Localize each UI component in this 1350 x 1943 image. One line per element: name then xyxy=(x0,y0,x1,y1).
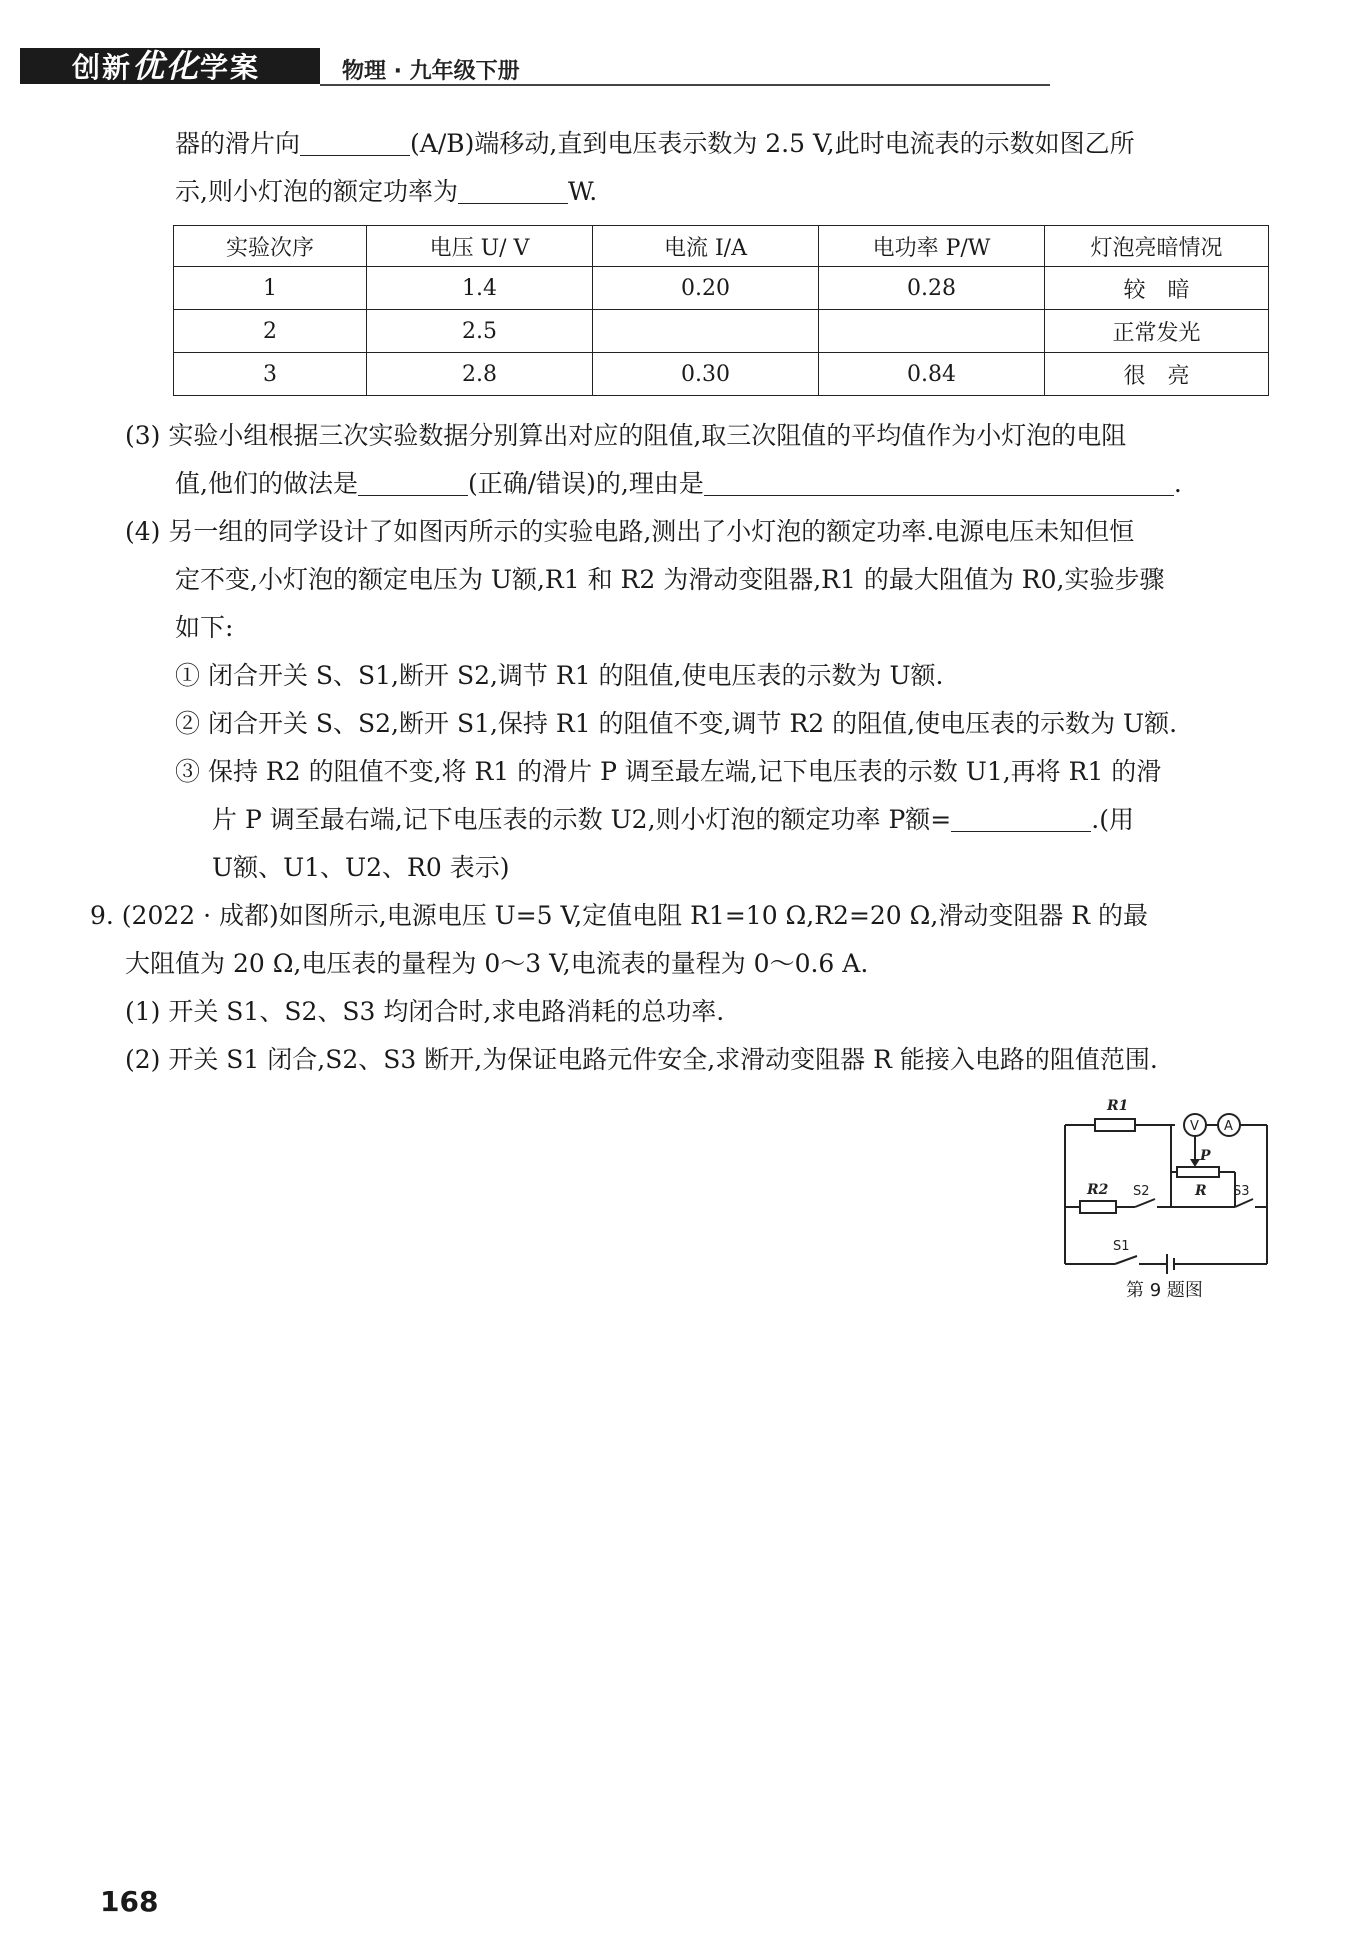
table-header-cell: 电压 U/ V xyxy=(367,226,593,267)
table-cell: 0.28 xyxy=(819,267,1045,310)
q8-text-1b: (A/B)端移动,直到电压表示数为 2.5 V,此时电流表的示数如图乙所 xyxy=(410,129,1135,158)
table-cell: 3 xyxy=(174,353,367,396)
circuit-diagram xyxy=(1055,1090,1277,1275)
table-row xyxy=(174,267,1269,310)
subject-title: 物理 · 九年级下册 xyxy=(342,59,520,84)
q9-part-1: (1) 开关 S1、S2、S3 均闭合时,求电路消耗的总功率. xyxy=(125,997,725,1026)
header-rule xyxy=(320,84,1050,86)
table-cell: 正常发光 xyxy=(1045,310,1269,353)
label-v: V xyxy=(1190,1119,1199,1134)
part3-line-1: (3) 实验小组根据三次实验数据分别算出对应的阻值,取三次阻值的平均值作为小灯泡的电阻 xyxy=(125,421,1127,450)
label-s1: S1 xyxy=(1113,1239,1130,1254)
part3-text-2b: (正确/错误)的,理由是 xyxy=(467,469,704,498)
table-header-cell: 电流 I/A xyxy=(593,226,819,267)
part4-line-1: (4) 另一组的同学设计了如图丙所示的实验电路,测出了小灯泡的额定功率.电源电压未知但恒 xyxy=(125,517,1135,546)
switch-s3 xyxy=(1235,1199,1253,1207)
table-header-cell: 电功率 P/W xyxy=(819,226,1045,267)
answer-blank xyxy=(951,805,1091,832)
table-cell: 2.5 xyxy=(367,310,593,353)
resistor-r2 xyxy=(1080,1201,1116,1213)
label-r: R xyxy=(1195,1183,1207,1199)
q8-text-2b: W. xyxy=(567,177,598,206)
label-s2: S2 xyxy=(1133,1184,1150,1199)
answer-blank xyxy=(704,469,1174,496)
table-cell: 较 暗 xyxy=(1045,267,1269,310)
page-number: 168 xyxy=(100,1885,159,1918)
table-cell: 0.20 xyxy=(593,267,819,310)
brand-logo xyxy=(20,48,320,84)
brand-part-a: 创新 xyxy=(72,51,133,84)
figure-caption: 第 9 题图 xyxy=(1126,1280,1203,1301)
answer-blank xyxy=(300,129,410,156)
table-header-row xyxy=(174,226,1269,267)
q8-text-2a: 示,则小灯泡的额定功率为 xyxy=(175,177,458,206)
part4-step-3b xyxy=(212,802,1134,838)
label-a: A xyxy=(1224,1119,1233,1134)
part4-step-1: ① 闭合开关 S、S1,断开 S2,调节 R1 的阻值,使电压表的示数为 U额. xyxy=(175,661,944,690)
part4-text-3b: 片 P 调至最右端,记下电压表的示数 U2,则小灯泡的额定功率 P额= xyxy=(212,805,952,834)
table-cell: 2 xyxy=(174,310,367,353)
label-p: P xyxy=(1200,1148,1211,1164)
brand-part-c: 学案 xyxy=(200,51,261,84)
answer-blank xyxy=(358,469,468,496)
rheostat-r xyxy=(1177,1167,1219,1177)
table-cell: 很 亮 xyxy=(1045,353,1269,396)
q9-line-1: 9. (2022 · 成都)如图所示,电源电压 U=5 V,定值电阻 R1=10 Ω,R2=20 Ω,滑动变阻器 R 的最 xyxy=(90,901,1149,930)
part4-line-3: 如下: xyxy=(175,613,234,642)
table-header-cell: 灯泡亮暗情况 xyxy=(1045,226,1269,267)
table-cell: 0.30 xyxy=(593,353,819,396)
resistor-r1 xyxy=(1095,1119,1135,1131)
table-row xyxy=(174,310,1269,353)
q8-line-2 xyxy=(175,174,597,210)
label-s3: S3 xyxy=(1233,1184,1250,1199)
part4-text-3c: .(用 xyxy=(1091,805,1134,834)
brand-part-b: 优化 xyxy=(132,47,201,85)
table-cell xyxy=(819,310,1045,353)
label-r2: R2 xyxy=(1087,1182,1109,1198)
table-header-cell: 实验次序 xyxy=(174,226,367,267)
experiment-table xyxy=(173,225,1269,396)
switch-s1 xyxy=(1115,1256,1137,1264)
part4-step-3a: ③ 保持 R2 的阻值不变,将 R1 的滑片 P 调至最左端,记下电压表的示数 U1,再将 R1 的滑 xyxy=(175,757,1162,786)
q9-line-2: 大阻值为 20 Ω,电压表的量程为 0～3 V,电流表的量程为 0～0.6 A. xyxy=(125,949,869,978)
answer-blank xyxy=(458,177,568,204)
table-cell: 1 xyxy=(174,267,367,310)
part3-text-2a: 值,他们的做法是 xyxy=(175,469,358,498)
part4-line-2: 定不变,小灯泡的额定电压为 U额,R1 和 R2 为滑动变阻器,R1 的最大阻值为 R0,实验步骤 xyxy=(175,565,1165,594)
part3-text-2c: . xyxy=(1173,469,1182,498)
part3-line-2 xyxy=(175,466,1182,502)
table-row xyxy=(174,353,1269,396)
part4-step-2: ② 闭合开关 S、S2,断开 S1,保持 R1 的阻值不变,调节 R2 的阻值,使电压表的示数为 U额. xyxy=(175,709,1178,738)
table-cell: 2.8 xyxy=(367,353,593,396)
q8-line-1 xyxy=(175,126,1135,162)
q8-text-1a: 器的滑片向 xyxy=(175,129,301,158)
label-r1: R1 xyxy=(1107,1098,1129,1114)
table-cell: 0.84 xyxy=(819,353,1045,396)
switch-s2 xyxy=(1135,1199,1155,1207)
page-header xyxy=(0,40,1350,92)
q9-part-2: (2) 开关 S1 闭合,S2、S3 断开,为保证电路元件安全,求滑动变阻器 R 能接入电路的阻值范围. xyxy=(125,1045,1158,1074)
slider-p-arrowhead xyxy=(1190,1159,1200,1167)
table-cell xyxy=(593,310,819,353)
table-cell: 1.4 xyxy=(367,267,593,310)
part4-step-3d: U额、U1、U2、R0 表示) xyxy=(212,853,510,882)
